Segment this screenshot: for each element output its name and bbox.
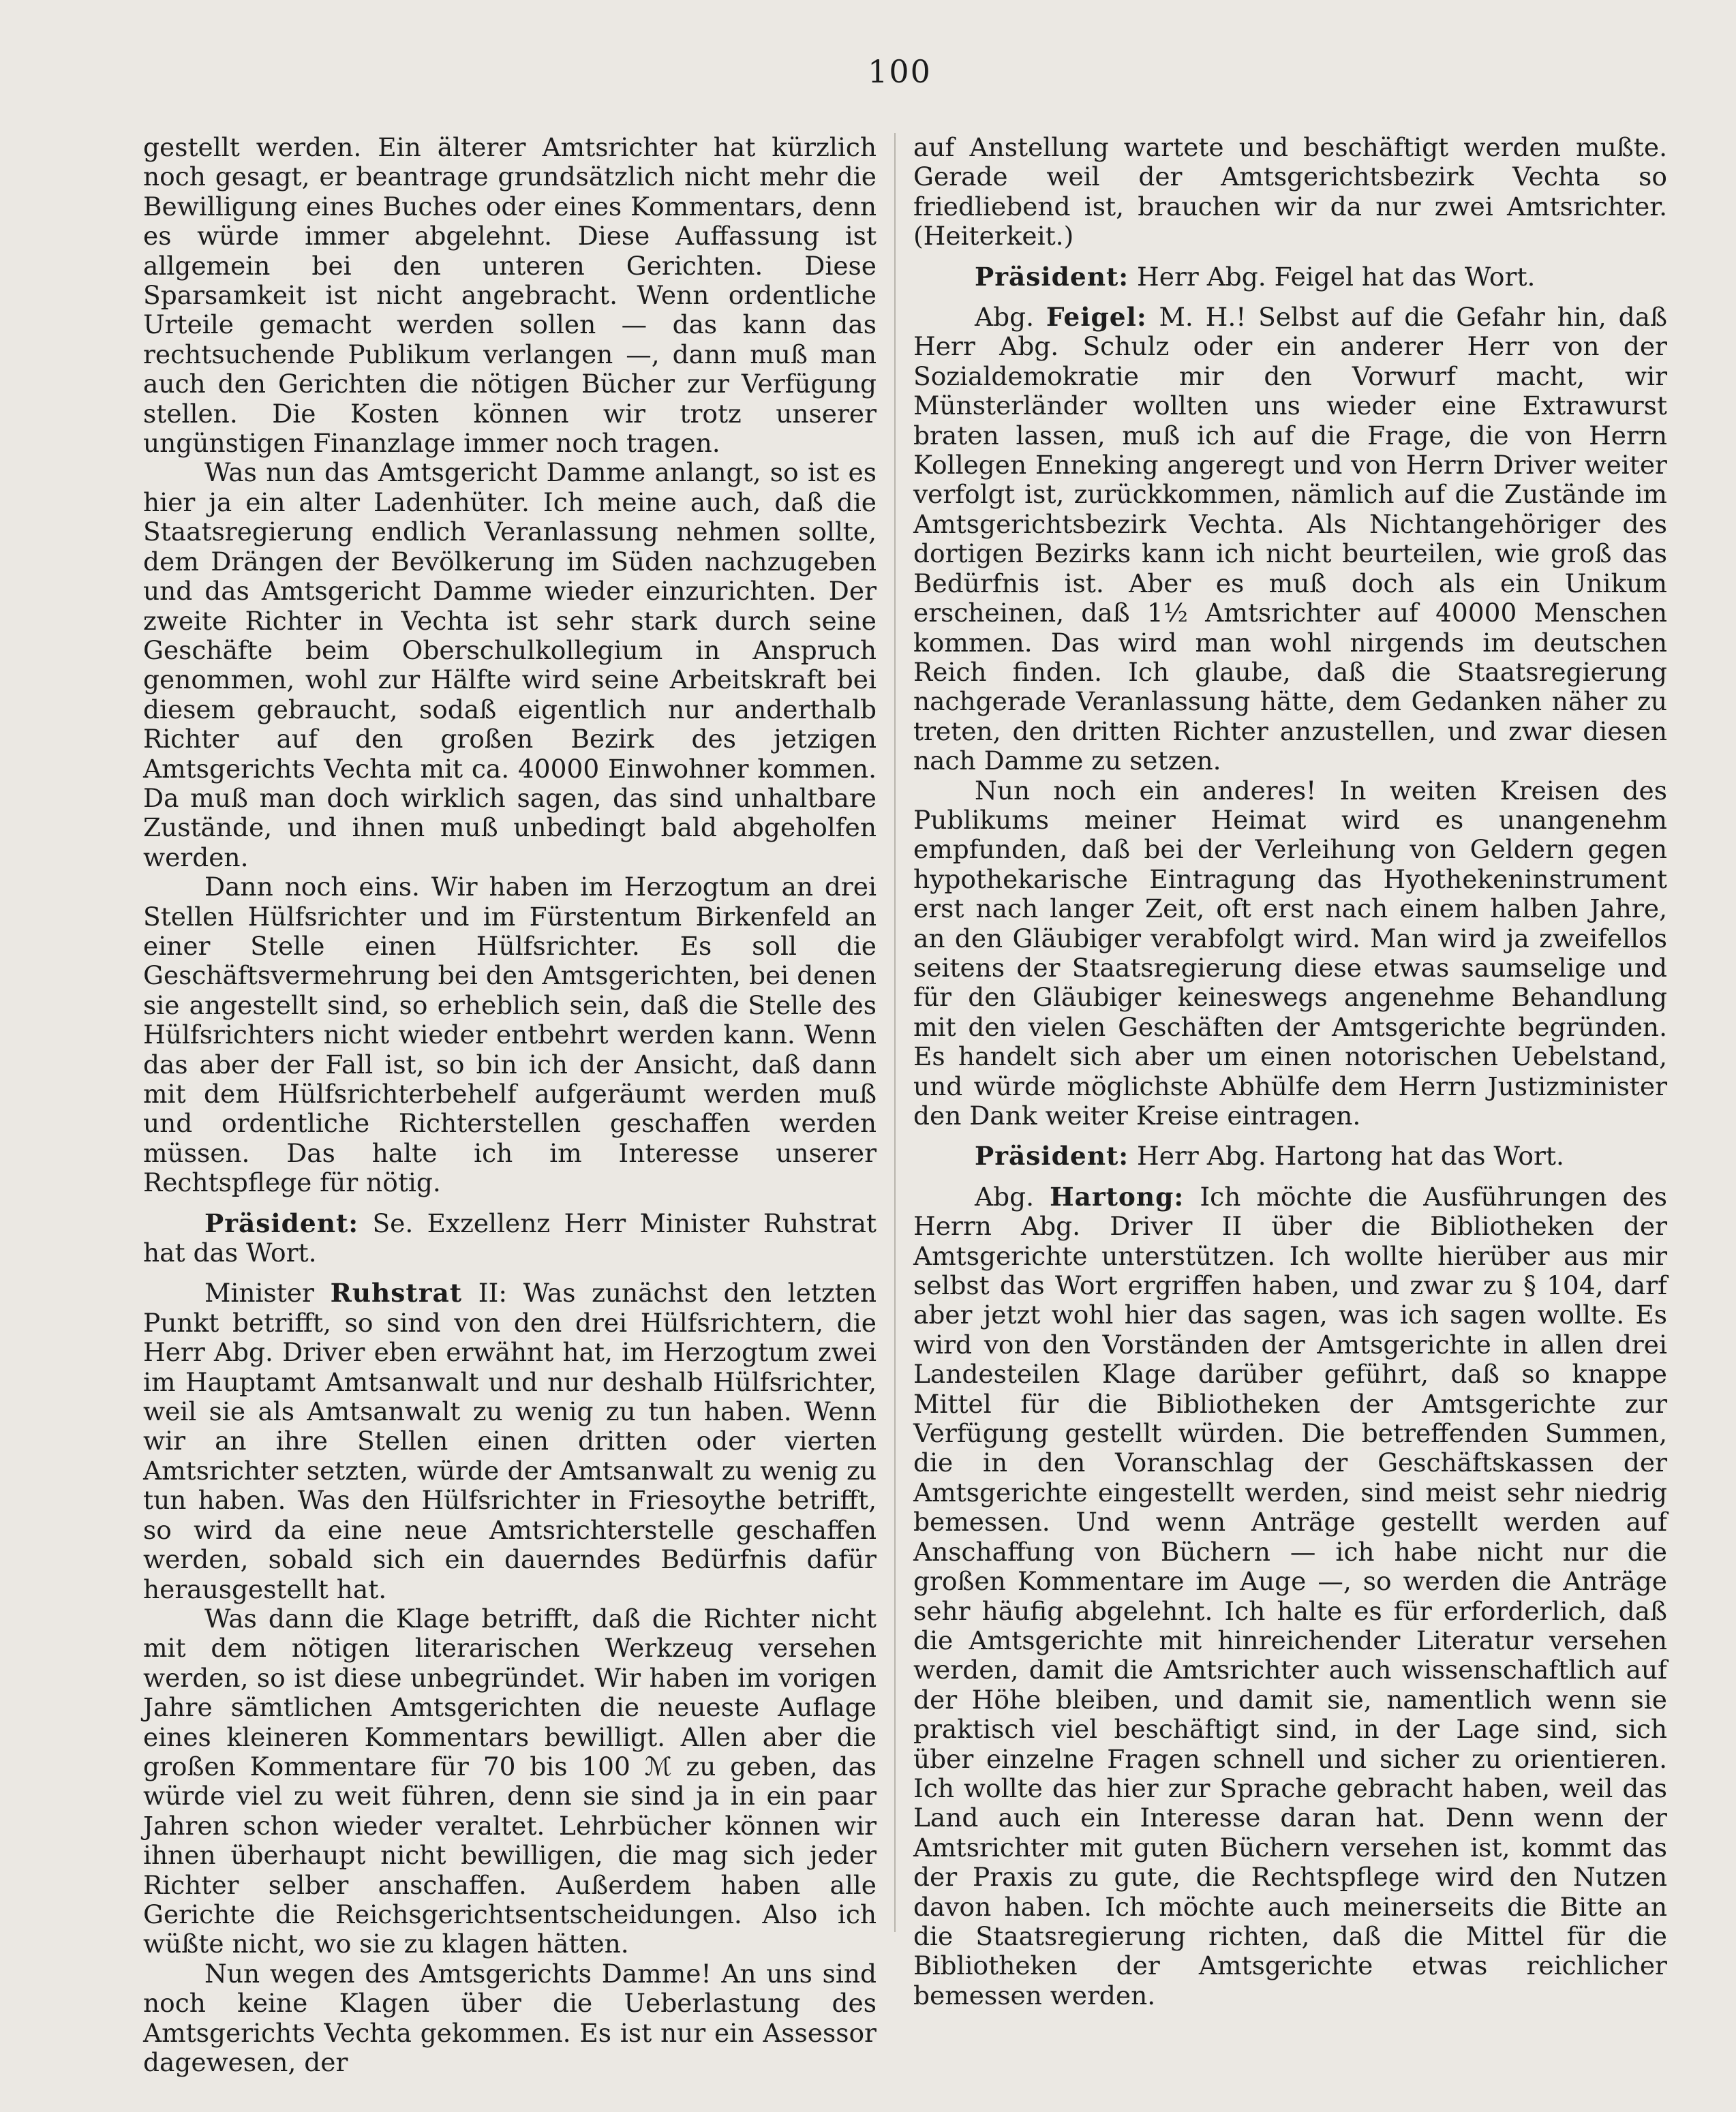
speaker-text: Ich möchte die Ausführungen des Herrn Abg. Driver II über die Bibliotheken der Amtsgerichte unterstützen. Ich wollte hierüber aus mir selbst das Wort ergriffen haben, und zwar zu § 104, darf aber jetzt wohl hier das sagen, was ich sagen wollte. Es wird von den Vorständen der Amtsgerichte in allen drei Landesteilen Klage darüber geführt, daß so knappe Mittel für die Bibliotheken der Amtsgerichte zur Verfügung gestellt würden. Die betreffenden Summen, die in den Voranschlag der Geschäftskassen der Amtsgerichte eingestellt werden, sind meist sehr niedrig bemessen. Und wenn Anträge gestellt werden auf Anschaffung von Büchern — ich habe nicht nur die großen Kommentare im Auge —, so werden die Anträge sehr häufig abgelehnt. Ich halte es für erforderlich, daß die Amtsgerichte mit hinreichender Literatur versehen werden, damit die Amtsrichter auch wissenschaftlich auf der Höhe bleiben, und damit sie, namentlich wenn sie praktisch viel beschäftigt sind, in der Lage sind, sich über einzelne Fragen schnell und sicher zu orientieren. Ich wollte das hier zur Sprache gebracht haben, weil das Land auch ein Interesse daran hat. Denn wenn der Amtsrichter mit guten Büchern versehen ist, kommt das der Praxis zu gute, die Rechtspflege wird den Nutzen davon haben. Ich möchte auch meinerseits die Bitte an die Staatsregierung richten, daß die Mittel für die Bibliotheken der Amtsgerichte etwas reichlicher bemessen werden. bbox=[913, 1181, 1668, 2010]
speaker-paragraph bbox=[143, 1279, 877, 1604]
speaker-paragraph bbox=[913, 303, 1667, 776]
paragraph: Nun noch ein anderes! In weiten Kreisen des Publikums meiner Heimat wird es unangenehm empfunden, daß bei der Verleihung von Geldern gegen hypothekarische Eintragung das Hyothekeninstrument erst nach langer Zeit, oft erst nach einem halben Jahre, an den Gläubiger verabfolgt wird. Man wird ja zweifellos seitens der Staatsregierung diese etwas saumselige und für den Gläubiger keineswegs angenehme Behandlung mit den vielen Geschäften der Amtsgerichte begründen. Es handelt sich aber um einen notorischen Uebelstand, und würde möglichste Abhülfe dem Herrn Justizminister den Dank weiter Kreise eintragen. bbox=[913, 775, 1667, 1131]
speaker-paragraph bbox=[913, 262, 1667, 292]
speaker-text: Herr Abg. Feigel hat das Wort. bbox=[1137, 261, 1536, 292]
speaker-text: Se. Exzellenz Herr Minister Ruhstrat hat das Wort. bbox=[143, 1208, 877, 1268]
speaker-prefix: Minister bbox=[204, 1278, 314, 1308]
speaker-suffix: II: bbox=[478, 1278, 507, 1308]
left-column bbox=[143, 133, 877, 2077]
speaker-paragraph bbox=[143, 1209, 877, 1268]
paragraph: Dann noch eins. Wir haben im Herzogtum an drei Stellen Hülfsrichter und im Fürstentum Birkenfeld an einer Stelle einen Hülfsrichter. Es soll die Geschäftsvermehrung bei den Amtsgerichten, bei denen sie angestellt sind, so erheblich sein, daß die Stelle des Hülfsrichters nicht wieder entbehrt werden kann. Wenn das aber der Fall ist, so bin ich der Ansicht, daß dann mit dem Hülfsrichterbehelf aufgeräumt werden muß und ordentliche Richterstellen geschaffen werden müssen. Das halte ich im Interesse unserer Rechtspflege für nötig. bbox=[143, 872, 877, 1198]
speaker-label: Feigel: bbox=[1046, 302, 1147, 333]
paragraph: Nun wegen des Amtsgerichts Damme! An uns sind noch keine Klagen über die Ueberlastung des Amtsgerichts Vechta gekommen. Es ist nur ein Assessor dagewesen, der bbox=[143, 1958, 877, 2077]
page-number: 100 bbox=[868, 53, 932, 90]
speaker-prefix: Abg. bbox=[975, 1181, 1035, 1212]
right-column bbox=[913, 133, 1667, 2010]
column-divider bbox=[894, 133, 896, 1932]
paragraph: auf Anstellung wartete und beschäftigt werden mußte. Gerade weil der Amtsgerichtsbezirk Vechta so friedliebend ist, brauchen wir da nur zwei Amtsrichter. (Heiterkeit.) bbox=[913, 132, 1667, 251]
speaker-prefix: Abg. bbox=[975, 302, 1035, 333]
speaker-label: Präsident: bbox=[975, 1141, 1129, 1172]
speaker-paragraph bbox=[913, 1182, 1667, 2010]
speaker-paragraph bbox=[913, 1142, 1667, 1171]
paragraph: Was nun das Amtsgericht Damme anlangt, so ist es hier ja ein alter Ladenhüter. Ich meine auch, daß die Staatsregierung endlich Veranlassung nehmen sollte, dem Drängen der Bevölkerung im Süden nachzugeben und das Amtsgericht Damme wieder einzurichten. Der zweite Richter in Vechta ist sehr stark durch seine Geschäfte beim Oberschulkollegium in Anspruch genommen, wohl zur Hälfte wird seine Arbeitskraft bei diesem gebraucht, sodaß eigentlich nur anderthalb Richter auf den großen Bezirk des jetzigen Amtsgerichts Vechta mit ca. 40000 Einwohner kommen. Da muß man doch wirklich sagen, das sind unhaltbare Zustände, und ihnen muß unbedingt bald abgeholfen werden. bbox=[143, 457, 877, 872]
speaker-label: Präsident: bbox=[204, 1208, 359, 1238]
paragraph: gestellt werden. Ein älterer Amtsrichter hat kürzlich noch gesagt, er beantrage grundsätzlich nicht mehr die Bewilligung eines Buches oder eines Kommentars, denn es würde immer abgelehnt. Diese Auffassung ist allgemein bei den unteren Gerichten. Diese Sparsamkeit ist nicht angebracht. Wenn ordentliche Urteile gemacht werden sollen — das kann das rechtsuchende Publikum verlangen —, dann muß man auch den Gerichten die nötigen Bücher zur Verfügung stellen. Die Kosten können wir trotz unserer ungünstigen Finanzlage immer noch tragen. bbox=[143, 132, 877, 459]
speaker-label: Präsident: bbox=[975, 261, 1129, 292]
speaker-label: Ruhstrat bbox=[330, 1278, 463, 1308]
speaker-text: M. H.! Selbst auf die Gefahr hin, daß Herr Abg. Schulz oder ein anderer Herr von der Sozialdemokratie mir den Vorwurf macht, wir Münsterländer wollten uns wieder eine Extrawurst braten lassen, muß ich auf die Frage, die von Herrn Kollegen Enneking angeregt und von Herrn Driver weiter verfolgt ist, zurückkommen, nämlich auf die Zustände im Amtsgerichtsbezirk Vechta. Als Nichtangehöriger des dortigen Bezirks kann ich nicht beurteilen, wie groß das Bedürfnis ist. Aber es muß doch als ein Unikum erscheinen, daß 1½ Amtsrichter auf 40000 Menschen kommen. Das wird man wohl nirgends im deutschen Reich finden. Ich glaube, daß die Staatsregierung nachgerade Veranlassung hätte, dem Gedanken näher zu treten, den dritten Richter anzustellen, und zwar diesen nach Damme zu setzen. bbox=[913, 302, 1668, 776]
speaker-label: Hartong: bbox=[1050, 1181, 1185, 1212]
speaker-text: Was zunächst den letzten Punkt betrifft, so sind von den drei Hülfsrichtern, die Herr Abg. Driver eben erwähnt hat, im Herzogtum zwei im Hauptamt Amtsanwalt und nur deshalb Hülfsrichter, weil sie als Amtsanwalt zu wenig zu tun haben. Wenn wir an ihre Stellen einen dritten oder vierten Amtsrichter setzten, würde der Amtsanwalt zu wenig zu tun haben. Was den Hülfsrichter in Friesoythe betrifft, so wird da eine neue Amtsrichterstelle geschaffen werden, sobald sich ein dauerndes Bedürfnis dafür herausgestellt hat. bbox=[143, 1278, 877, 1604]
speaker-text: Herr Abg. Hartong hat das Wort. bbox=[1137, 1141, 1564, 1172]
paragraph: Was dann die Klage betrifft, daß die Richter nicht mit dem nötigen literarischen Werkzeug versehen werden, so ist diese unbegründet. Wir haben im vorigen Jahre sämtlichen Amtsgerichten die neueste Auflage eines kleineren Kommentars bewilligt. Allen aber die großen Kommentare für 70 bis 100 ℳ zu geben, das würde viel zu weit führen, denn sie sind ja in ein paar Jahren schon wieder veraltet. Lehrbücher können wir ihnen überhaupt nicht bewilligen, die mag sich jeder Richter selber anschaffen. Außerdem haben alle Gerichte die Reichsgerichtsentscheidungen. Also ich wüßte nicht, wo sie zu klagen hätten. bbox=[143, 1603, 877, 1959]
